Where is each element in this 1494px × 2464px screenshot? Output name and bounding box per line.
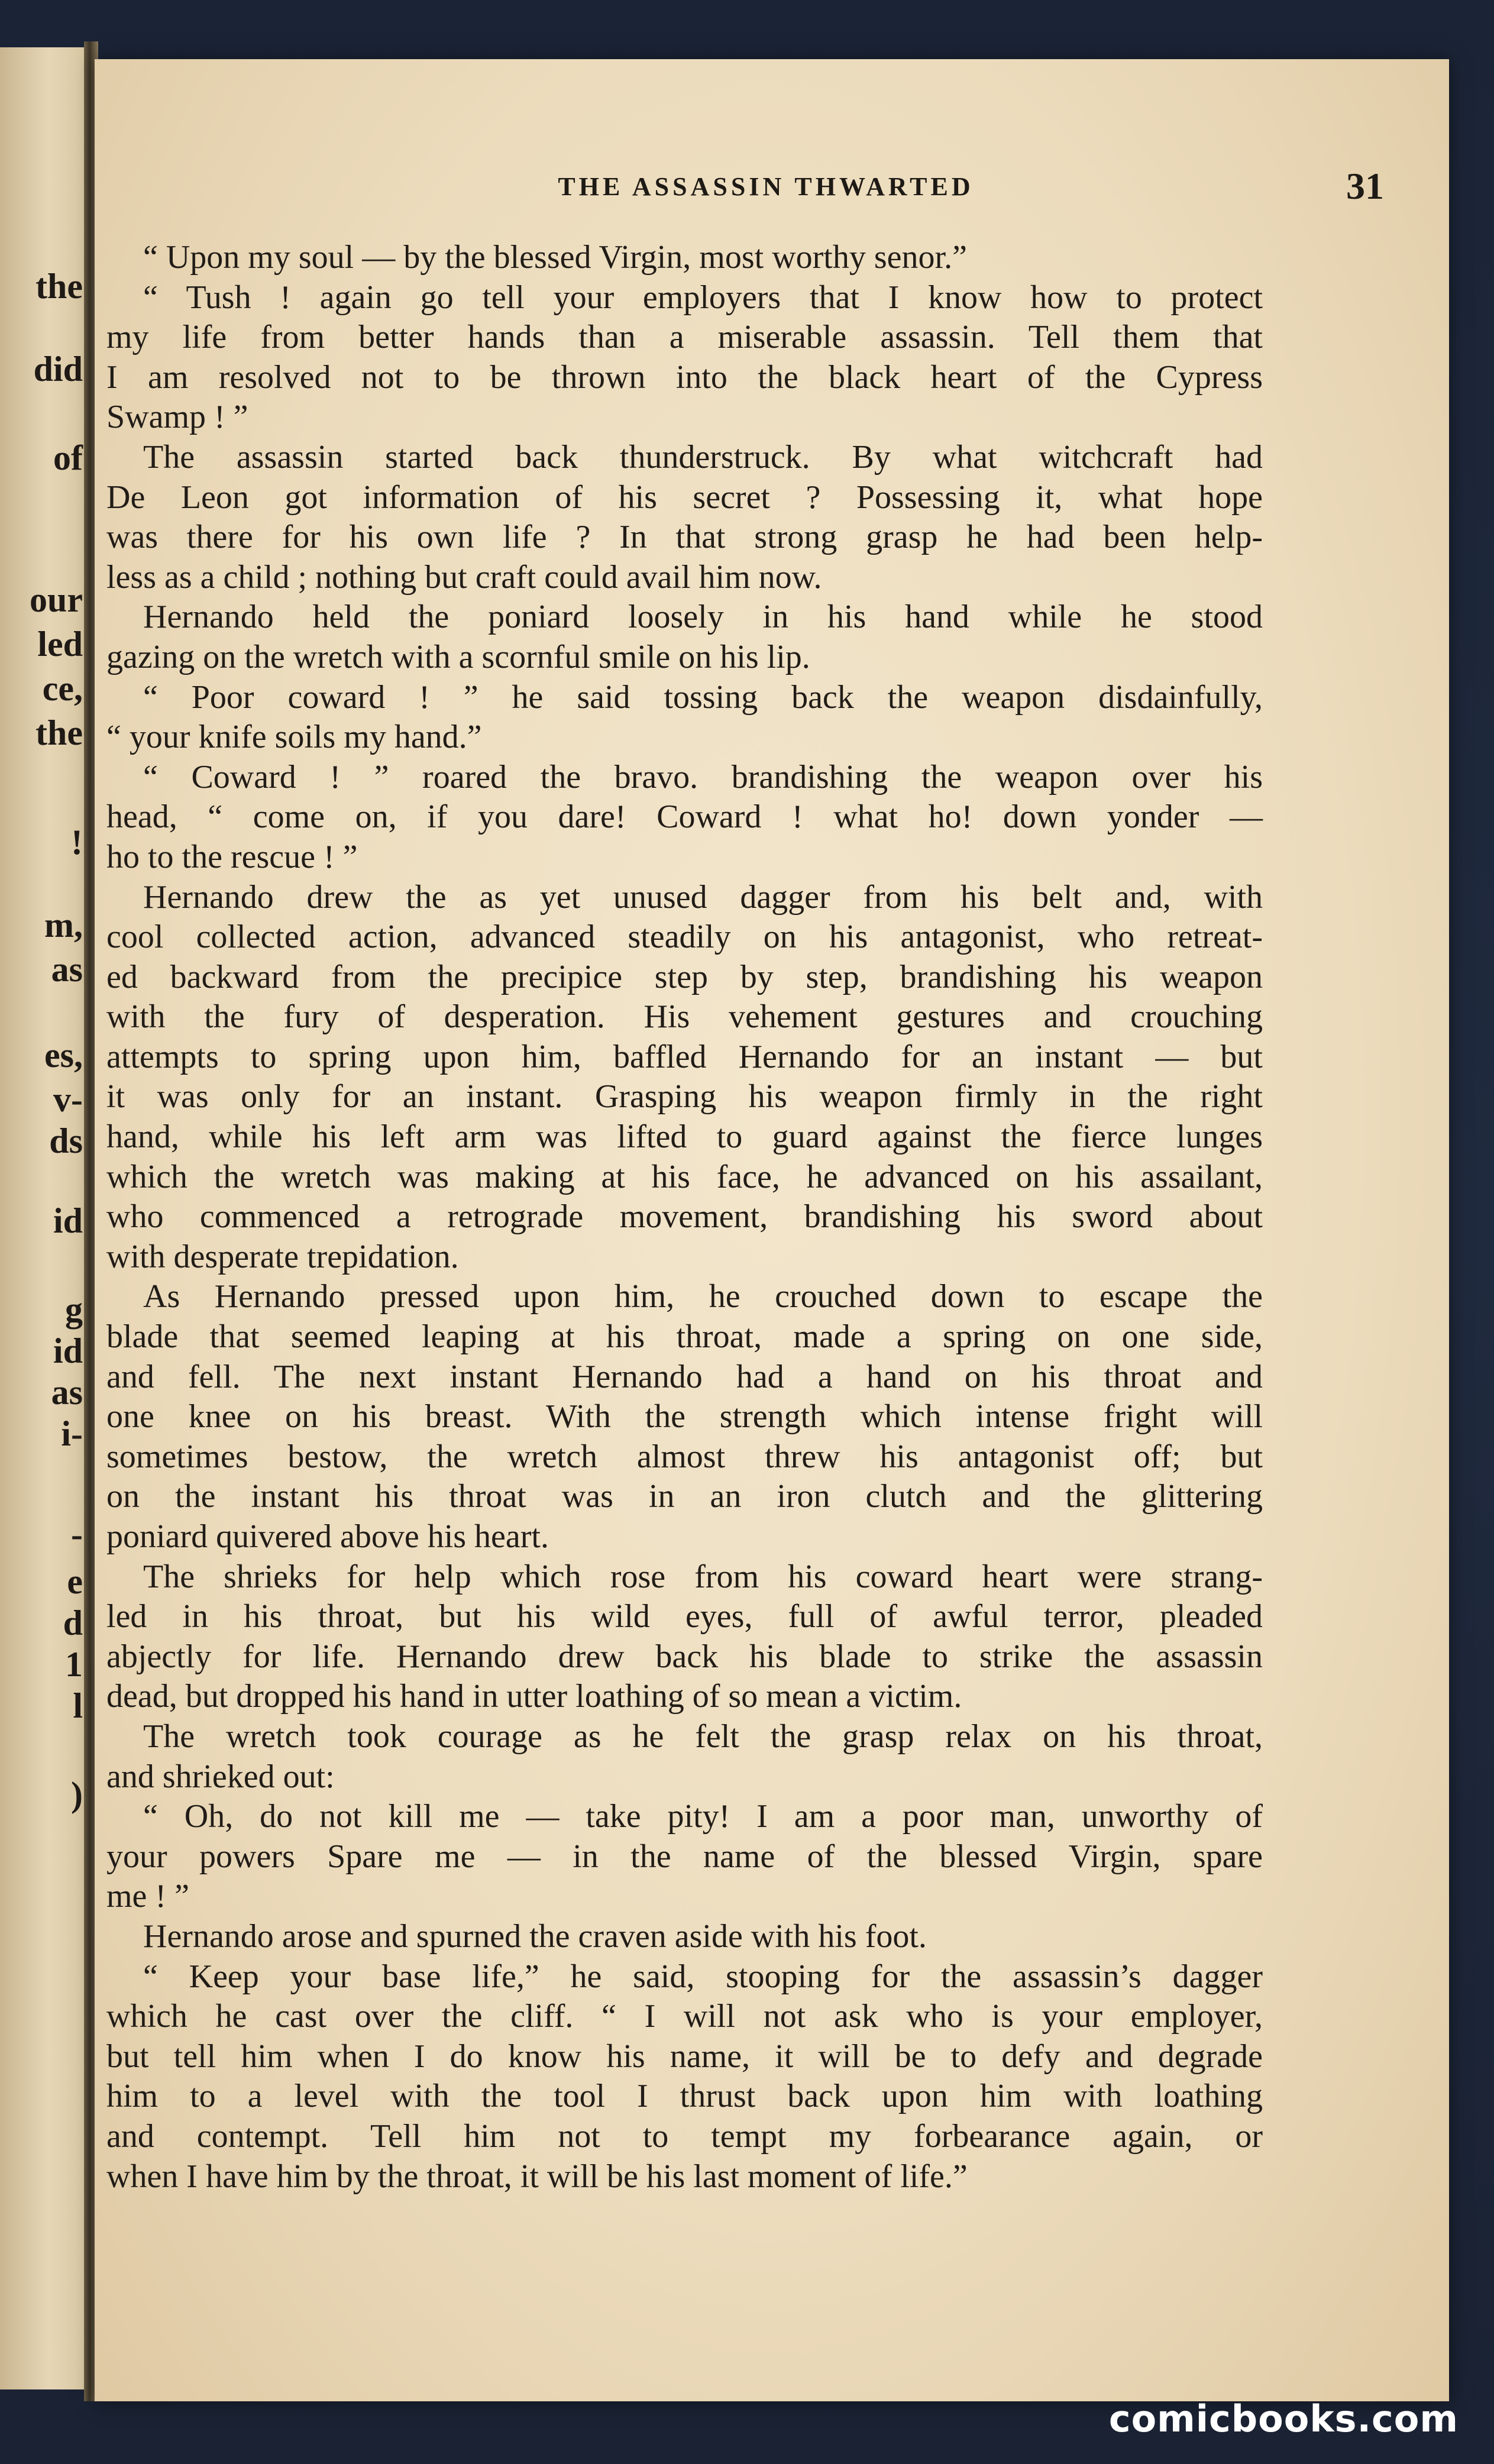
text-line: and contempt. Tell him not to tempt my forbearance again, or — [106, 2117, 1263, 2155]
text-line: my life from better hands than a miserable assassin. Tell them that — [106, 319, 1263, 356]
text-line: cool collected action, advanced steadily on his antagonist, who retreat- — [106, 919, 1263, 956]
facing-page-fragment: id — [53, 1201, 83, 1240]
text-line: head, “ come on, if you dare! Coward ! what ho! down yonder — — [106, 798, 1263, 836]
running-head: THE ASSASSIN THWARTED — [558, 172, 974, 201]
facing-page-fragment: the — [35, 267, 83, 306]
text-line: Hernando held the poniard loosely in his hand while he stood — [143, 599, 1263, 636]
text-line: with desperate trepidation. — [106, 1238, 459, 1275]
text-line: De Leon got information of his secret ? Possessing it, what hope — [106, 478, 1263, 516]
text-line: “ Poor coward ! ” he said tossing back the weapon disdainfully, — [143, 678, 1263, 716]
text-line: attempts to spring upon him, baffled Hernando for an instant — but — [106, 1038, 1263, 1075]
text-line: me ! ” — [106, 1878, 189, 1915]
text-line: “ Upon my soul — by the blessed Virgin, most worthy senor.” — [143, 239, 967, 276]
text-line: but tell him when I do know his name, it will be to defy and degrade — [106, 2038, 1263, 2075]
facing-page-fragment: e — [67, 1562, 83, 1601]
text-line: The wretch took courage as he felt the grasp relax on his throat, — [143, 1718, 1263, 1755]
text-line: “ Oh, do not kill me — take pity! I am a poor man, unworthy of — [143, 1798, 1263, 1835]
facing-page-fragment: 1 — [65, 1645, 83, 1684]
text-line: your powers Spare me — in the name of the blessed Virgin, spare — [106, 1838, 1263, 1875]
facing-page-fragment: g — [65, 1290, 83, 1329]
text-line: “ Coward ! ” roared the bravo. brandishing the weapon over his — [143, 758, 1263, 796]
facing-page-fragment: of — [53, 438, 83, 477]
facing-page-fragment: id — [53, 1331, 83, 1370]
text-line: “ Keep your base life,” he said, stooping for the assassin’s dagger — [143, 1958, 1263, 1995]
text-line: gazing on the wretch with a scornful smile on his lip. — [106, 638, 810, 675]
facing-page-fragment: our — [30, 580, 83, 619]
book-page — [95, 59, 1449, 2401]
facing-page-fragment: led — [37, 625, 83, 664]
text-line: I am resolved not to be thrown into the black heart of the Cypress — [106, 358, 1263, 396]
text-line: him to a level with the tool I thrust back upon him with loathing — [106, 2078, 1263, 2115]
text-line: “ your knife soils my hand.” — [106, 719, 482, 756]
facing-page-fragment: v- — [53, 1080, 83, 1119]
text-line: “ Tush ! again go tell your employers that I know how to protect — [143, 279, 1263, 316]
text-line: and shrieked out: — [106, 1758, 335, 1795]
text-line: The assassin started back thunderstruck. By what witchcraft had — [143, 438, 1263, 476]
text-line: which the wretch was making at his face, he advanced on his assailant, — [106, 1158, 1263, 1195]
watermark: comicbooks.com — [1108, 2397, 1459, 2440]
text-line: it was only for an instant. Grasping his weapon firmly in the right — [106, 1078, 1263, 1115]
text-line: Hernando arose and spurned the craven aside with his foot. — [143, 1917, 927, 1955]
text-line: dead, but dropped his hand in utter loathing of so mean a victim. — [106, 1678, 962, 1715]
facing-page-fragment: as — [51, 950, 83, 989]
text-line: on the instant his throat was in an iron clutch and the glittering — [106, 1478, 1263, 1515]
body-text — [106, 238, 1263, 2197]
facing-page-fragment: ce, — [42, 669, 83, 708]
text-line: was there for his own life ? In that strong grasp he had been help- — [106, 519, 1263, 556]
facing-page-fragment: l — [73, 1686, 83, 1725]
facing-page-fragment: d — [63, 1603, 83, 1642]
text-line: abjectly for life. Hernando drew back his blade to strike the assassin — [106, 1638, 1263, 1675]
text-line: poniard quivered above his heart. — [106, 1518, 549, 1555]
text-line: ed backward from the precipice step by step, brandishing his weapon — [106, 958, 1263, 995]
facing-page-fragment: did — [33, 350, 83, 389]
facing-page-fragment: - — [71, 1515, 83, 1554]
text-line: which he cast over the cliff. “ I will not ask who is your employer, — [106, 1998, 1263, 2035]
text-line: hand, while his left arm was lifted to guard against the fierce lunges — [106, 1118, 1263, 1156]
facing-page-fragment: ) — [71, 1775, 83, 1814]
text-line: Hernando drew the as yet unused dagger from his belt and, with — [143, 878, 1263, 916]
text-line: Swamp ! ” — [106, 399, 248, 436]
text-line: less as a child ; nothing but craft could avail him now. — [106, 558, 822, 596]
text-line: with the fury of desperation. His vehement gestures and crouching — [106, 998, 1263, 1036]
page-number: 31 — [1346, 165, 1384, 207]
facing-page-fragment: the — [35, 713, 83, 752]
text-line: and fell. The next instant Hernando had a hand on his throat and — [106, 1358, 1263, 1395]
facing-page-fragment: m, — [44, 906, 83, 945]
text-line: led in his throat, but his wild eyes, full of awful terror, pleaded — [106, 1598, 1263, 1635]
facing-page-fragment: as — [51, 1373, 83, 1412]
text-line: The shrieks for help which rose from his coward heart were strang- — [143, 1558, 1263, 1595]
text-line: blade that seemed leaping at his throat, made a spring on one side, — [106, 1318, 1263, 1356]
text-line: As Hernando pressed upon him, he crouched down to escape the — [143, 1278, 1263, 1315]
facing-page-edge — [0, 47, 89, 2389]
text-line: who commenced a retrograde movement, brandishing his sword about — [106, 1198, 1263, 1236]
text-line: ho to the rescue ! ” — [106, 838, 358, 875]
facing-page-fragment: ! — [71, 823, 83, 862]
text-line: when I have him by the throat, it will be his last moment of life.” — [106, 2158, 968, 2195]
text-line: one knee on his breast. With the strength which intense fright will — [106, 1398, 1263, 1435]
facing-page-fragment: ds — [49, 1121, 83, 1160]
facing-page-fragment: i- — [61, 1414, 83, 1453]
text-line: sometimes bestow, the wretch almost threw his antagonist off; but — [106, 1438, 1263, 1475]
facing-page-fragment: es, — [44, 1036, 83, 1075]
